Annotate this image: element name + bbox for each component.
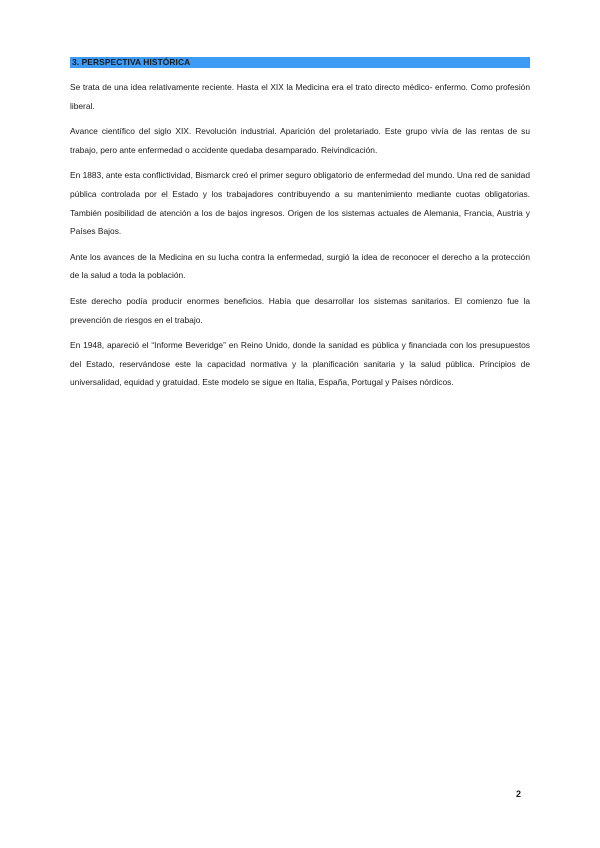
paragraph-3: En 1883, ante esta conflictividad, Bismarck creó el primer seguro obligatorio de enfermedad del mundo. Una red de sanidad pública controlada por el Estado y los trabajadores contribuyendo a su mantenimiento mediante cuotas obligatorias. También posibilidad de atención a los de bajos ingresos. Origen de los sistemas actuales de Alemania, Francia, Austria y Países Bajos. bbox=[70, 170, 530, 237]
paragraph-6: En 1948, apareció el “Informe Beveridge” en Reino Unido, donde la sanidad es pública y financiada con los presupuestos del Estado, reservándose este la capacidad normativa y la planificación sanitaria y la salud pública. Principios de universalidad, equidad y gratuidad. Este modelo se sigue en Italia, España, Portugal y Países nórdicos. bbox=[70, 340, 530, 388]
document-body bbox=[70, 78, 530, 392]
paragraph-5: Este derecho podía producir enormes beneficios. Había que desarrollar los sistemas sanitarios. El comienzo fue la prevención de riesgos en el trabajo. bbox=[70, 295, 530, 325]
page-number: 2 bbox=[516, 789, 522, 799]
paragraph-1: Se trata de una idea relativamente reciente. Hasta el XIX la Medicina era el trato directo médico- enfermo. Como profesión liberal. bbox=[70, 82, 530, 111]
paragraph-2: Avance científico del siglo XIX. Revolución industrial. Aparición del proletariado. Este grupo vivía de las rentas de su trabajo, pero ante enfermedad o accidente quedaba desamparado. Reivindicación. bbox=[70, 126, 530, 155]
section-heading: 3. PERSPECTIVA HISTÓRICA bbox=[72, 57, 191, 67]
paragraph-4: Ante los avances de la Medicina en su lucha contra la enfermedad, surgió la idea de reconocer el derecho a la protección de la salud a toda la población. bbox=[70, 251, 530, 281]
